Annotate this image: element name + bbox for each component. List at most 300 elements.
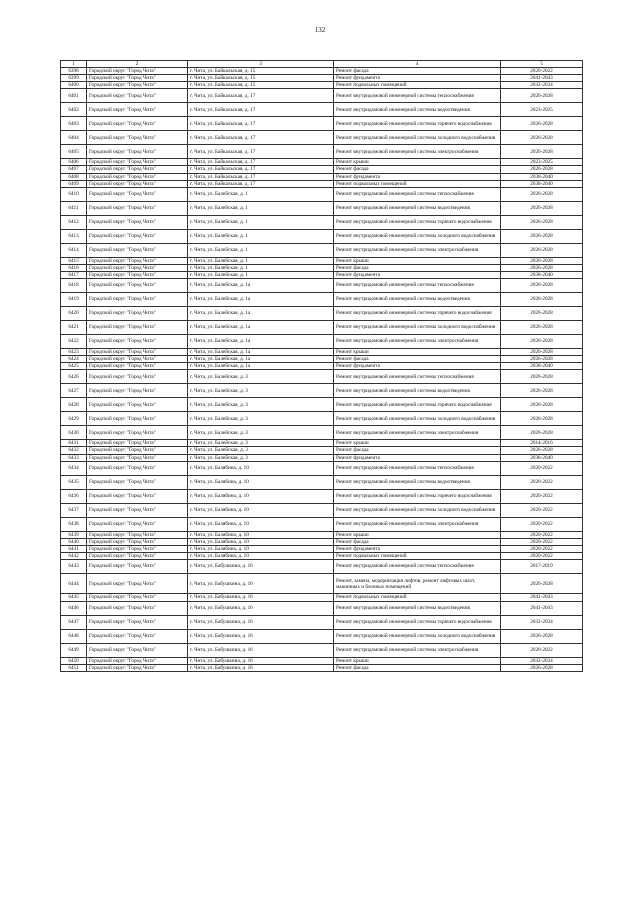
- municipality-cell: Городской округ "Город Чита": [87, 503, 188, 517]
- row-number-cell: 6401: [61, 89, 87, 103]
- table-row: [61, 384, 583, 398]
- period-cell: 2026-2028: [501, 573, 583, 594]
- municipality-cell: Городской округ "Город Чита": [87, 384, 188, 398]
- municipality-cell: Городской округ "Город Чита": [87, 159, 188, 166]
- address-cell: г. Чита, ул. Байкальская, д. 17: [188, 117, 334, 131]
- work-type-cell: Ремонт внутридомовой инженерной системы горячего водоснабжения: [334, 615, 501, 629]
- work-type-cell: Ремонт внутридомовой инженерной системы водоотведения: [334, 475, 501, 489]
- table-row: [61, 594, 583, 601]
- table-row: [61, 531, 583, 538]
- municipality-cell: Городской округ "Город Чита": [87, 103, 188, 117]
- address-cell: г. Чита, ул. Байкальская, д. 15: [188, 75, 334, 82]
- row-number-cell: 6427: [61, 384, 87, 398]
- table-row: [61, 559, 583, 573]
- address-cell: г. Чита, ул. Байкальская, д. 15: [188, 82, 334, 89]
- period-cell: 2020-2022: [501, 531, 583, 538]
- table-row: [61, 68, 583, 75]
- row-number-cell: 6407: [61, 166, 87, 173]
- column-header: 3: [188, 61, 334, 68]
- row-number-cell: 6449: [61, 643, 87, 657]
- address-cell: г. Чита, ул. Бабушкина, д. 16: [188, 664, 334, 671]
- row-number-cell: 6403: [61, 117, 87, 131]
- work-type-cell: Ремонт внутридомовой инженерной системы теплоснабжения: [334, 559, 501, 573]
- address-cell: г. Чита, ул. Бабушкина, д. 16: [188, 594, 334, 601]
- work-type-cell: Ремонт внутридомовой инженерной системы горячего водоснабжения: [334, 117, 501, 131]
- work-type-cell: Ремонт крыши: [334, 531, 501, 538]
- period-cell: 2020-2022: [501, 545, 583, 552]
- row-number-cell: 6425: [61, 363, 87, 370]
- work-type-cell: Ремонт внутридомовой инженерной системы электроснабжения: [334, 335, 501, 349]
- work-type-cell: Ремонт фундамента: [334, 173, 501, 180]
- work-type-cell: Ремонт фасада: [334, 538, 501, 545]
- table-row: [61, 335, 583, 349]
- period-cell: 2026-2028: [501, 264, 583, 271]
- period-cell: 2026-2028: [501, 335, 583, 349]
- table-row: [61, 131, 583, 145]
- work-type-cell: Ремонт внутридомовой инженерной системы горячего водоснабжения: [334, 215, 501, 229]
- municipality-cell: Городской округ "Город Чита": [87, 117, 188, 131]
- repair-schedule-table: [60, 60, 583, 672]
- row-number-cell: 6442: [61, 552, 87, 559]
- address-cell: г. Чита, ул. Балейская, д. 1: [188, 215, 334, 229]
- municipality-cell: Городской округ "Город Чита": [87, 131, 188, 145]
- table-row: [61, 180, 583, 187]
- address-cell: г. Чита, ул. Балябина, д. 10: [188, 489, 334, 503]
- address-cell: г. Чита, ул. Бабушкина, д. 16: [188, 601, 334, 615]
- address-cell: г. Чита, ул. Балейская, д. 1а: [188, 349, 334, 356]
- work-type-cell: Ремонт крыши: [334, 440, 501, 447]
- municipality-cell: Городской округ "Город Чита": [87, 75, 188, 82]
- table-row: [61, 573, 583, 594]
- municipality-cell: Городской округ "Город Чита": [87, 335, 188, 349]
- address-cell: г. Чита, ул. Бабушкина, д. 16: [188, 643, 334, 657]
- address-cell: г. Чита, ул. Балябина, д. 10: [188, 531, 334, 538]
- municipality-cell: Городской округ "Город Чита": [87, 538, 188, 545]
- row-number-cell: 6445: [61, 594, 87, 601]
- municipality-cell: Городской округ "Город Чита": [87, 173, 188, 180]
- row-number-cell: 6404: [61, 131, 87, 145]
- address-cell: г. Чита, ул. Балябина, д. 10: [188, 517, 334, 531]
- work-type-cell: Ремонт внутридомовой инженерной системы теплоснабжения: [334, 279, 501, 293]
- municipality-cell: Городской округ "Город Чита": [87, 461, 188, 475]
- work-type-cell: Ремонт фундамента: [334, 363, 501, 370]
- address-cell: г. Чита, ул. Балейская, д. 1: [188, 229, 334, 243]
- table-row: [61, 545, 583, 552]
- work-type-cell: Ремонт фасада: [334, 447, 501, 454]
- address-cell: г. Чита, ул. Балейская, д. 1: [188, 264, 334, 271]
- column-header: 1: [61, 61, 87, 68]
- table-row: [61, 538, 583, 545]
- row-number-cell: 6419: [61, 293, 87, 307]
- period-cell: 2020-2022: [501, 475, 583, 489]
- period-cell: 2026-2028: [501, 229, 583, 243]
- work-type-cell: Ремонт внутридомовой инженерной системы холодного водоснабжения: [334, 629, 501, 643]
- table-row: [61, 201, 583, 215]
- table-row: [61, 356, 583, 363]
- address-cell: г. Чита, ул. Балейская, д. 1: [188, 243, 334, 257]
- period-cell: 2026-2028: [501, 398, 583, 412]
- table-row: [61, 517, 583, 531]
- period-cell: 2032-2034: [501, 82, 583, 89]
- period-cell: 2026-2028: [501, 629, 583, 643]
- row-number-cell: 6433: [61, 454, 87, 461]
- work-type-cell: Ремонт фасада: [334, 356, 501, 363]
- municipality-cell: Городской округ "Город Чита": [87, 257, 188, 264]
- work-type-cell: Ремонт фундамента: [334, 454, 501, 461]
- table-row: [61, 447, 583, 454]
- period-cell: 2026-2028: [501, 447, 583, 454]
- row-number-cell: 6400: [61, 82, 87, 89]
- municipality-cell: Городской округ "Город Чита": [87, 68, 188, 75]
- municipality-cell: Городской округ "Город Чита": [87, 271, 188, 278]
- municipality-cell: Городской округ "Город Чита": [87, 349, 188, 356]
- work-type-cell: Ремонт внутридомовой инженерной системы холодного водоснабжения: [334, 321, 501, 335]
- row-number-cell: 6418: [61, 279, 87, 293]
- table-row: [61, 173, 583, 180]
- period-cell: 2026-2028: [501, 356, 583, 363]
- period-cell: 2026-2028: [501, 384, 583, 398]
- period-cell: 2026-2028: [501, 664, 583, 671]
- work-type-cell: Ремонт подвальных помещений: [334, 552, 501, 559]
- municipality-cell: Городской округ "Город Чита": [87, 475, 188, 489]
- period-cell: 2020-2022: [501, 68, 583, 75]
- table-row: [61, 257, 583, 264]
- period-cell: 2032-2034: [501, 615, 583, 629]
- period-cell: 2038-2040: [501, 454, 583, 461]
- row-number-cell: 6414: [61, 243, 87, 257]
- address-cell: г. Чита, ул. Бабушкина, д. 16: [188, 629, 334, 643]
- work-type-cell: Ремонт фундамента: [334, 271, 501, 278]
- address-cell: г. Чита, ул. Балейская, д. 1а: [188, 363, 334, 370]
- address-cell: г. Чита, ул. Бабушкина, д. 16: [188, 573, 334, 594]
- municipality-cell: Городской округ "Город Чита": [87, 89, 188, 103]
- municipality-cell: Городской округ "Город Чита": [87, 573, 188, 594]
- municipality-cell: Городской округ "Город Чита": [87, 664, 188, 671]
- period-cell: 2020-2022: [501, 503, 583, 517]
- table-row: [61, 398, 583, 412]
- table-row: [61, 243, 583, 257]
- municipality-cell: Городской округ "Город Чита": [87, 657, 188, 664]
- address-cell: г. Чита, ул. Балейская, д. 1: [188, 271, 334, 278]
- table-row: [61, 307, 583, 321]
- municipality-cell: Городской округ "Город Чита": [87, 145, 188, 159]
- period-cell: 2017-2019: [501, 559, 583, 573]
- municipality-cell: Городской округ "Город Чита": [87, 545, 188, 552]
- address-cell: г. Чита, ул. Балейская, д. 1а: [188, 335, 334, 349]
- address-cell: г. Чита, ул. Балейская, д. 3: [188, 440, 334, 447]
- table-row: [61, 601, 583, 615]
- period-cell: 2020-2022: [501, 517, 583, 531]
- column-header: 2: [87, 61, 188, 68]
- period-cell: 2026-2028: [501, 279, 583, 293]
- municipality-cell: Городской округ "Город Чита": [87, 187, 188, 201]
- row-number-cell: 6450: [61, 657, 87, 664]
- work-type-cell: Ремонт внутридомовой инженерной системы водоотведения: [334, 384, 501, 398]
- table-row: [61, 503, 583, 517]
- table-row: [61, 159, 583, 166]
- page-number: 132: [314, 26, 326, 34]
- table-row: [61, 629, 583, 643]
- period-cell: 2026-2028: [501, 131, 583, 145]
- row-number-cell: 6443: [61, 559, 87, 573]
- period-cell: 2020-2022: [501, 538, 583, 545]
- municipality-cell: Городской округ "Город Чита": [87, 531, 188, 538]
- period-cell: 2026-2028: [501, 89, 583, 103]
- period-cell: 2026-2028: [501, 187, 583, 201]
- period-cell: 2032-2034: [501, 657, 583, 664]
- table-row: [61, 657, 583, 664]
- address-cell: г. Чита, ул. Балейская, д. 1а: [188, 307, 334, 321]
- municipality-cell: Городской округ "Город Чита": [87, 559, 188, 573]
- address-cell: г. Чита, ул. Балябина, д. 10: [188, 461, 334, 475]
- period-cell: 2020-2022: [501, 461, 583, 475]
- address-cell: г. Чита, ул. Байкальская, д. 17: [188, 159, 334, 166]
- municipality-cell: Городской округ "Город Чита": [87, 398, 188, 412]
- address-cell: г. Чита, ул. Байкальская, д. 17: [188, 89, 334, 103]
- row-number-cell: 6411: [61, 201, 87, 215]
- row-number-cell: 6410: [61, 187, 87, 201]
- municipality-cell: Городской округ "Город Чита": [87, 243, 188, 257]
- table-body: [61, 68, 583, 672]
- row-number-cell: 6408: [61, 173, 87, 180]
- work-type-cell: Ремонт внутридомовой инженерной системы водоотведения: [334, 103, 501, 117]
- address-cell: г. Чита, ул. Байкальская, д. 17: [188, 145, 334, 159]
- address-cell: г. Чита, ул. Бабушкина, д. 16: [188, 559, 334, 573]
- period-cell: 2026-2028: [501, 293, 583, 307]
- municipality-cell: Городской округ "Город Чита": [87, 201, 188, 215]
- address-cell: г. Чита, ул. Балейская, д. 3: [188, 426, 334, 440]
- header-row: [61, 61, 583, 68]
- work-type-cell: Ремонт внутридомовой инженерной системы электроснабжения: [334, 243, 501, 257]
- row-number-cell: 6446: [61, 601, 87, 615]
- work-type-cell: Ремонт внутридомовой инженерной системы холодного водоснабжения: [334, 503, 501, 517]
- row-number-cell: 6406: [61, 159, 87, 166]
- row-number-cell: 6424: [61, 356, 87, 363]
- municipality-cell: Городской округ "Город Чита": [87, 440, 188, 447]
- row-number-cell: 6451: [61, 664, 87, 671]
- row-number-cell: 6412: [61, 215, 87, 229]
- municipality-cell: Городской округ "Город Чита": [87, 293, 188, 307]
- municipality-cell: Городской округ "Город Чита": [87, 426, 188, 440]
- row-number-cell: 6438: [61, 517, 87, 531]
- work-type-cell: Ремонт подвальных помещений: [334, 82, 501, 89]
- period-cell: 2026-2028: [501, 145, 583, 159]
- address-cell: г. Чита, ул. Байкальская, д. 17: [188, 173, 334, 180]
- row-number-cell: 6416: [61, 264, 87, 271]
- address-cell: г. Чита, ул. Балябина, д. 10: [188, 545, 334, 552]
- address-cell: г. Чита, ул. Балейская, д. 3: [188, 384, 334, 398]
- table-row: [61, 279, 583, 293]
- municipality-cell: Городской округ "Город Чита": [87, 615, 188, 629]
- work-type-cell: Ремонт внутридомовой инженерной системы холодного водоснабжения: [334, 229, 501, 243]
- work-type-cell: Ремонт внутридомовой инженерной системы горячего водоснабжения: [334, 398, 501, 412]
- work-type-cell: Ремонт фасада: [334, 264, 501, 271]
- period-cell: 2026-2028: [501, 321, 583, 335]
- work-type-cell: Ремонт внутридомовой инженерной системы теплоснабжения: [334, 187, 501, 201]
- period-cell: 2026-2028: [501, 426, 583, 440]
- table-row: [61, 75, 583, 82]
- address-cell: г. Чита, ул. Балейская, д. 1: [188, 257, 334, 264]
- period-cell: 2026-2028: [501, 243, 583, 257]
- row-number-cell: 6439: [61, 531, 87, 538]
- row-number-cell: 6405: [61, 145, 87, 159]
- period-cell: 2041-2043: [501, 594, 583, 601]
- municipality-cell: Городской округ "Город Чита": [87, 321, 188, 335]
- table-row: [61, 145, 583, 159]
- work-type-cell: Ремонт фасада: [334, 166, 501, 173]
- period-cell: 2041-2043: [501, 601, 583, 615]
- table-row: [61, 166, 583, 173]
- table-row: [61, 426, 583, 440]
- table-row: [61, 412, 583, 426]
- address-cell: г. Чита, ул. Байкальская, д. 17: [188, 103, 334, 117]
- row-number-cell: 6440: [61, 538, 87, 545]
- row-number-cell: 6423: [61, 349, 87, 356]
- address-cell: г. Чита, ул. Балейская, д. 1а: [188, 293, 334, 307]
- row-number-cell: 6402: [61, 103, 87, 117]
- address-cell: г. Чита, ул. Байкальская, д. 17: [188, 166, 334, 173]
- period-cell: 2026-2028: [501, 117, 583, 131]
- work-type-cell: Ремонт внутридомовой инженерной системы холодного водоснабжения: [334, 131, 501, 145]
- address-cell: г. Чита, ул. Балейская, д. 3: [188, 370, 334, 384]
- address-cell: г. Чита, ул. Балейская, д. 3: [188, 412, 334, 426]
- table-row: [61, 643, 583, 657]
- municipality-cell: Городской округ "Город Чита": [87, 82, 188, 89]
- row-number-cell: 6417: [61, 271, 87, 278]
- table-row: [61, 229, 583, 243]
- table-row: [61, 293, 583, 307]
- table-row: [61, 215, 583, 229]
- address-cell: г. Чита, ул. Байкальская, д. 17: [188, 180, 334, 187]
- address-cell: г. Чита, ул. Балейская, д. 3: [188, 447, 334, 454]
- municipality-cell: Городской округ "Город Чита": [87, 629, 188, 643]
- work-type-cell: Ремонт внутридомовой инженерной системы теплоснабжения: [334, 89, 501, 103]
- period-cell: 2038-2040: [501, 180, 583, 187]
- address-cell: г. Чита, ул. Балябина, д. 10: [188, 503, 334, 517]
- work-type-cell: Ремонт крыши: [334, 257, 501, 264]
- table-row: [61, 454, 583, 461]
- work-type-cell: Ремонт внутридомовой инженерной системы электроснабжения: [334, 643, 501, 657]
- table-row: [61, 475, 583, 489]
- row-number-cell: 6444: [61, 573, 87, 594]
- work-type-cell: Ремонт крыши: [334, 159, 501, 166]
- work-type-cell: Ремонт внутридомовой инженерной системы теплоснабжения: [334, 370, 501, 384]
- period-cell: 2038-2040: [501, 173, 583, 180]
- address-cell: г. Чита, ул. Балябина, д. 10: [188, 475, 334, 489]
- table-row: [61, 349, 583, 356]
- row-number-cell: 6432: [61, 447, 87, 454]
- period-cell: 2026-2028: [501, 307, 583, 321]
- address-cell: г. Чита, ул. Балейская, д. 1а: [188, 356, 334, 363]
- work-type-cell: Ремонт внутридомовой инженерной системы теплоснабжения: [334, 461, 501, 475]
- address-cell: г. Чита, ул. Балейская, д. 1а: [188, 279, 334, 293]
- work-type-cell: Ремонт крыши: [334, 349, 501, 356]
- row-number-cell: 6441: [61, 545, 87, 552]
- row-number-cell: 6447: [61, 615, 87, 629]
- row-number-cell: 6434: [61, 461, 87, 475]
- table-row: [61, 321, 583, 335]
- row-number-cell: 6448: [61, 629, 87, 643]
- period-cell: 2026-2028: [501, 412, 583, 426]
- row-number-cell: 6409: [61, 180, 87, 187]
- municipality-cell: Городской округ "Город Чита": [87, 180, 188, 187]
- row-number-cell: 6436: [61, 489, 87, 503]
- address-cell: г. Чита, ул. Байкальская, д. 15: [188, 68, 334, 75]
- address-cell: г. Чита, ул. Байкальская, д. 17: [188, 131, 334, 145]
- municipality-cell: Городской округ "Город Чита": [87, 215, 188, 229]
- table-row: [61, 82, 583, 89]
- row-number-cell: 6415: [61, 257, 87, 264]
- row-number-cell: 6399: [61, 75, 87, 82]
- municipality-cell: Городской округ "Город Чита": [87, 412, 188, 426]
- work-type-cell: Ремонт подвальных помещений: [334, 594, 501, 601]
- municipality-cell: Городской округ "Город Чита": [87, 264, 188, 271]
- row-number-cell: 6398: [61, 68, 87, 75]
- row-number-cell: 6430: [61, 426, 87, 440]
- period-cell: 2026-2028: [501, 215, 583, 229]
- table-row: [61, 552, 583, 559]
- row-number-cell: 6429: [61, 412, 87, 426]
- work-type-cell: Ремонт подвальных помещений: [334, 180, 501, 187]
- period-cell: 2023-2025: [501, 159, 583, 166]
- row-number-cell: 6426: [61, 370, 87, 384]
- table-row: [61, 489, 583, 503]
- work-type-cell: Ремонт крыши: [334, 657, 501, 664]
- period-cell: 2026-2028: [501, 370, 583, 384]
- period-cell: 2020-2022: [501, 552, 583, 559]
- work-type-cell: Ремонт внутридомовой инженерной системы электроснабжения: [334, 145, 501, 159]
- table-row: [61, 103, 583, 117]
- period-cell: 2014-2016: [501, 440, 583, 447]
- address-cell: г. Чита, ул. Бабушкина, д. 16: [188, 615, 334, 629]
- address-cell: г. Чита, ул. Балейская, д. 1: [188, 201, 334, 215]
- work-type-cell: Ремонт внутридомовой инженерной системы водоотведения: [334, 293, 501, 307]
- address-cell: г. Чита, ул. Балейская, д. 3: [188, 454, 334, 461]
- row-number-cell: 6428: [61, 398, 87, 412]
- table-row: [61, 117, 583, 131]
- municipality-cell: Городской округ "Город Чита": [87, 447, 188, 454]
- address-cell: г. Чита, ул. Балейская, д. 1а: [188, 321, 334, 335]
- municipality-cell: Городской округ "Город Чита": [87, 370, 188, 384]
- table-row: [61, 461, 583, 475]
- table-row: [61, 363, 583, 370]
- row-number-cell: 6437: [61, 503, 87, 517]
- work-type-cell: Ремонт фасада: [334, 664, 501, 671]
- municipality-cell: Городской округ "Город Чита": [87, 229, 188, 243]
- municipality-cell: Городской округ "Город Чита": [87, 517, 188, 531]
- municipality-cell: Городской округ "Город Чита": [87, 166, 188, 173]
- work-type-cell: Ремонт внутридомовой инженерной системы водоотведения: [334, 601, 501, 615]
- period-cell: 2020-2022: [501, 489, 583, 503]
- municipality-cell: Городской округ "Город Чита": [87, 307, 188, 321]
- table-row: [61, 664, 583, 671]
- work-type-cell: Ремонт внутридомовой инженерной системы электроснабжения: [334, 517, 501, 531]
- row-number-cell: 6420: [61, 307, 87, 321]
- row-number-cell: 6431: [61, 440, 87, 447]
- period-cell: 2038-2040: [501, 271, 583, 278]
- address-cell: г. Чита, ул. Балейская, д. 3: [188, 398, 334, 412]
- address-cell: г. Чита, ул. Бабушкина, д. 16: [188, 657, 334, 664]
- municipality-cell: Городской округ "Город Чита": [87, 552, 188, 559]
- table-row: [61, 89, 583, 103]
- table-row: [61, 440, 583, 447]
- municipality-cell: Городской округ "Город Чита": [87, 356, 188, 363]
- table-row: [61, 370, 583, 384]
- address-cell: г. Чита, ул. Балябина, д. 10: [188, 538, 334, 545]
- row-number-cell: 6421: [61, 321, 87, 335]
- work-type-cell: Ремонт фундамента: [334, 545, 501, 552]
- municipality-cell: Городской округ "Город Чита": [87, 489, 188, 503]
